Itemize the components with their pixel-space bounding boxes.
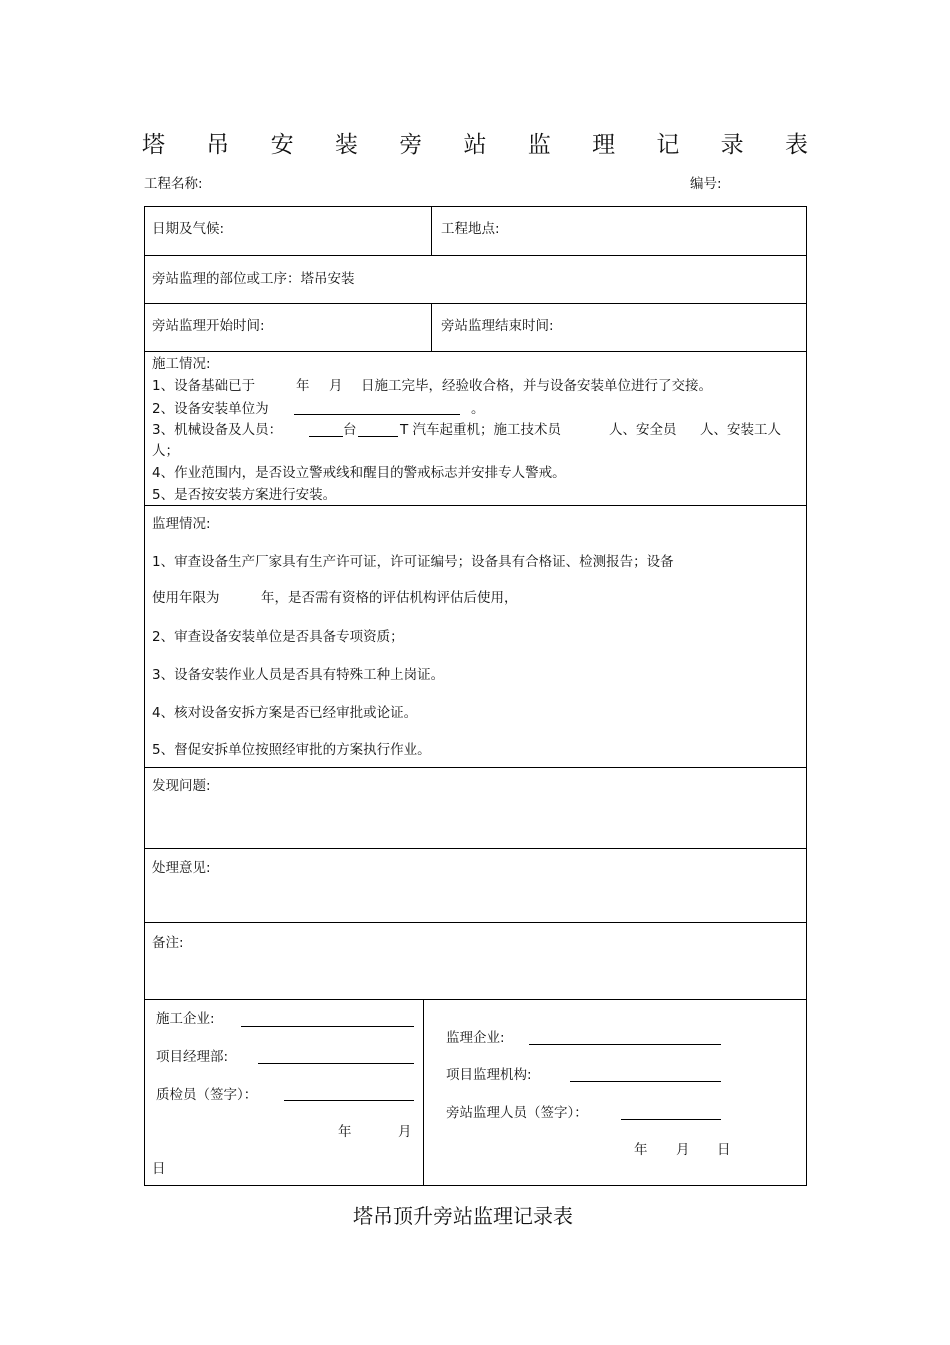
remarks-label: 备注: [152, 935, 184, 951]
crane-count-blank [309, 436, 343, 437]
construction-heading: 施工情况: [152, 356, 211, 372]
supervisor-person-line [621, 1119, 721, 1120]
right-month-label: 月 [676, 1142, 690, 1158]
supervision-line-1b-b: 年，是否需有资格的评估机构评估后使用， [261, 590, 518, 606]
title-char: 装 [334, 132, 358, 158]
left-year-label: 年 [338, 1124, 352, 1140]
construction-line-3d: 人、安全员 [609, 422, 677, 438]
end-time-label: 旁站监理结束时间: [441, 318, 554, 334]
construction-line-3-wrap: 人； [152, 443, 179, 459]
start-time-label: 旁站监理开始时间: [152, 318, 265, 334]
next-form-title: 塔吊顶升旁站监理记录表 [353, 1204, 573, 1228]
left-month-label: 月 [398, 1124, 412, 1140]
problems-label: 发现问题: [152, 778, 211, 794]
construction-line-1a: 1、设备基础已于 [152, 378, 256, 394]
title-char: 站 [463, 132, 487, 158]
title-char: 录 [720, 132, 744, 158]
supervision-line-1b-a: 使用年限为 [152, 590, 220, 606]
page-title [142, 126, 808, 160]
construction-line-5: 5、是否按安装方案进行安装。 [152, 487, 337, 503]
project-manager-line [258, 1063, 414, 1064]
title-char: 旁 [399, 132, 423, 158]
project-manager-label: 项目经理部: [156, 1049, 229, 1065]
title-char: 塔 [142, 132, 165, 158]
date-weather-label: 日期及气候: [152, 221, 225, 237]
crane-tonnage-blank [358, 436, 398, 437]
supervision-org-line [570, 1081, 721, 1082]
supervision-company-line [529, 1044, 721, 1045]
opinion-label: 处理意见: [152, 860, 211, 876]
construction-line-2a: 2、设备安装单位为 [152, 401, 269, 417]
supervision-line-4: 4、核对设备安拆方案是否已经审批或论证。 [152, 705, 418, 721]
title-char: 理 [592, 132, 616, 158]
construction-line-1c: 月 [329, 378, 343, 394]
construction-company-label: 施工企业: [156, 1011, 215, 1027]
title-char: 记 [656, 132, 680, 158]
right-year-label: 年 [634, 1142, 648, 1158]
supervisor-person-label: 旁站监理人员（签字）： [446, 1105, 588, 1121]
supervision-line-1: 1、审查设备生产厂家具有生产许可证，许可证编号；设备具有合格证、检测报告；设备 [152, 554, 674, 570]
inspector-label: 质检员（签字）： [156, 1087, 258, 1103]
title-char: 安 [270, 132, 294, 158]
construction-line-4: 4、作业范围内，是否设立警戒线和醒目的警戒标志并安排专人警戒。 [152, 465, 566, 481]
supervision-company-label: 监理企业: [446, 1030, 505, 1046]
left-day-label: 日 [152, 1161, 166, 1177]
right-day-label: 日 [717, 1142, 731, 1158]
title-char: 监 [527, 132, 551, 158]
part-label: 旁站监理的部位或工序：塔吊安装 [152, 271, 355, 287]
title-char: 吊 [206, 132, 230, 158]
construction-company-line [241, 1026, 414, 1027]
supervision-heading: 监理情况: [152, 516, 211, 532]
supervision-line-3: 3、设备安装作业人员是否具有特殊工种上岗证。 [152, 667, 445, 683]
construction-line-3c: T 汽车起重机；施工技术员 [400, 422, 562, 438]
supervision-line-2: 2、审查设备安装单位是否具备专项资质； [152, 629, 404, 645]
location-label: 工程地点: [441, 221, 500, 237]
construction-line-2b: 。 [471, 401, 485, 417]
construction-line-3a: 3、机械设备及人员： [152, 422, 283, 438]
supervision-org-label: 项目监理机构: [446, 1067, 532, 1083]
title-char: 表 [784, 132, 808, 158]
installer-blank [294, 414, 460, 415]
construction-line-3b: 台 [343, 422, 357, 438]
supervision-line-5: 5、督促安拆单位按照经审批的方案执行作业。 [152, 742, 431, 758]
number-label: 编号: [690, 176, 722, 192]
project-name-label: 工程名称: [144, 176, 203, 192]
construction-line-1d: 日施工完毕，经验收合格，并与设备安装单位进行了交接。 [361, 378, 712, 394]
construction-line-3e: 人、安装工人 [700, 422, 781, 438]
inspector-line [284, 1100, 414, 1101]
construction-line-1b: 年 [296, 378, 310, 394]
